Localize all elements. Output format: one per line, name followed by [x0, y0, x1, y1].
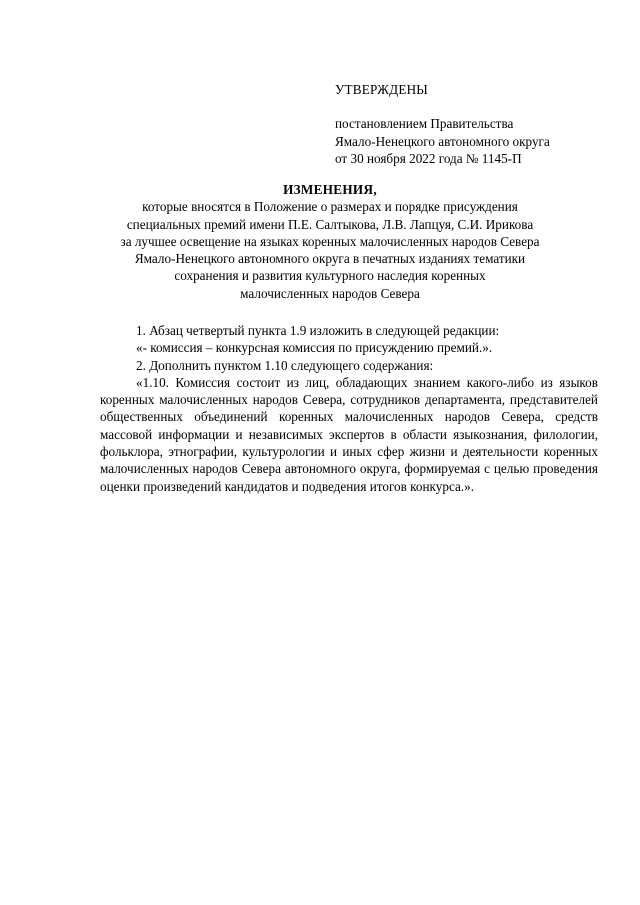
body-paragraph: 1. Абзац четвертый пункта 1.9 изложить в следующей редакции: [136, 323, 500, 338]
title-line: сохранения и развития культурного наследия коренных [174, 268, 486, 284]
title-line: специальных премий имени П.Е. Салтыкова, Л.В. Лапцуя, С.И. Ирикова [126, 216, 534, 232]
approval-line: от 30 ноября 2022 года № 1145-П [335, 150, 522, 166]
approval-block [335, 81, 550, 167]
title-heading: ИЗМЕНЕНИЯ, [283, 182, 377, 197]
body-paragraph: «- комиссия – конкурсная комиссия по присуждению премий.». [136, 340, 493, 356]
approval-line: Ямало-Ненецкого автономного округа [335, 133, 550, 149]
body-paragraph: «1.10. Комиссия состоит из лиц, обладающих знанием какого-либо из языков коренных малочисленных народов Севера, сотрудников департамента, представителей общественных объединений коренных малочисленных народов Севера, средств массовой информации и независимых экспертов в области языкознания, филологии, фольклора, этнографии, культурологии и иных сфер жизни и деятельности коренных малочисленных народов Севера автономного округа, формируемая с целью проведения оценки произведений кандидатов и подведения итогов конкурса.». [100, 374, 598, 494]
document-body [100, 322, 598, 495]
document-title [60, 181, 600, 302]
title-line: которые вносятся в Положение о размерах и порядке присуждения [142, 199, 518, 215]
body-paragraph: 2. Дополнить пунктом 1.10 следующего содержания: [136, 357, 434, 373]
title-line: малочисленных народов Севера [240, 285, 420, 301]
approval-stamp: УТВЕРЖДЕНЫ [335, 82, 429, 97]
title-line: Ямало-Ненецкого автономного округа в печатных изданиях тематики [134, 251, 526, 267]
approval-line: постановлением Правительства [335, 116, 514, 132]
title-line: за лучшее освещение на языках коренных малочисленных народов Севера [120, 233, 540, 249]
